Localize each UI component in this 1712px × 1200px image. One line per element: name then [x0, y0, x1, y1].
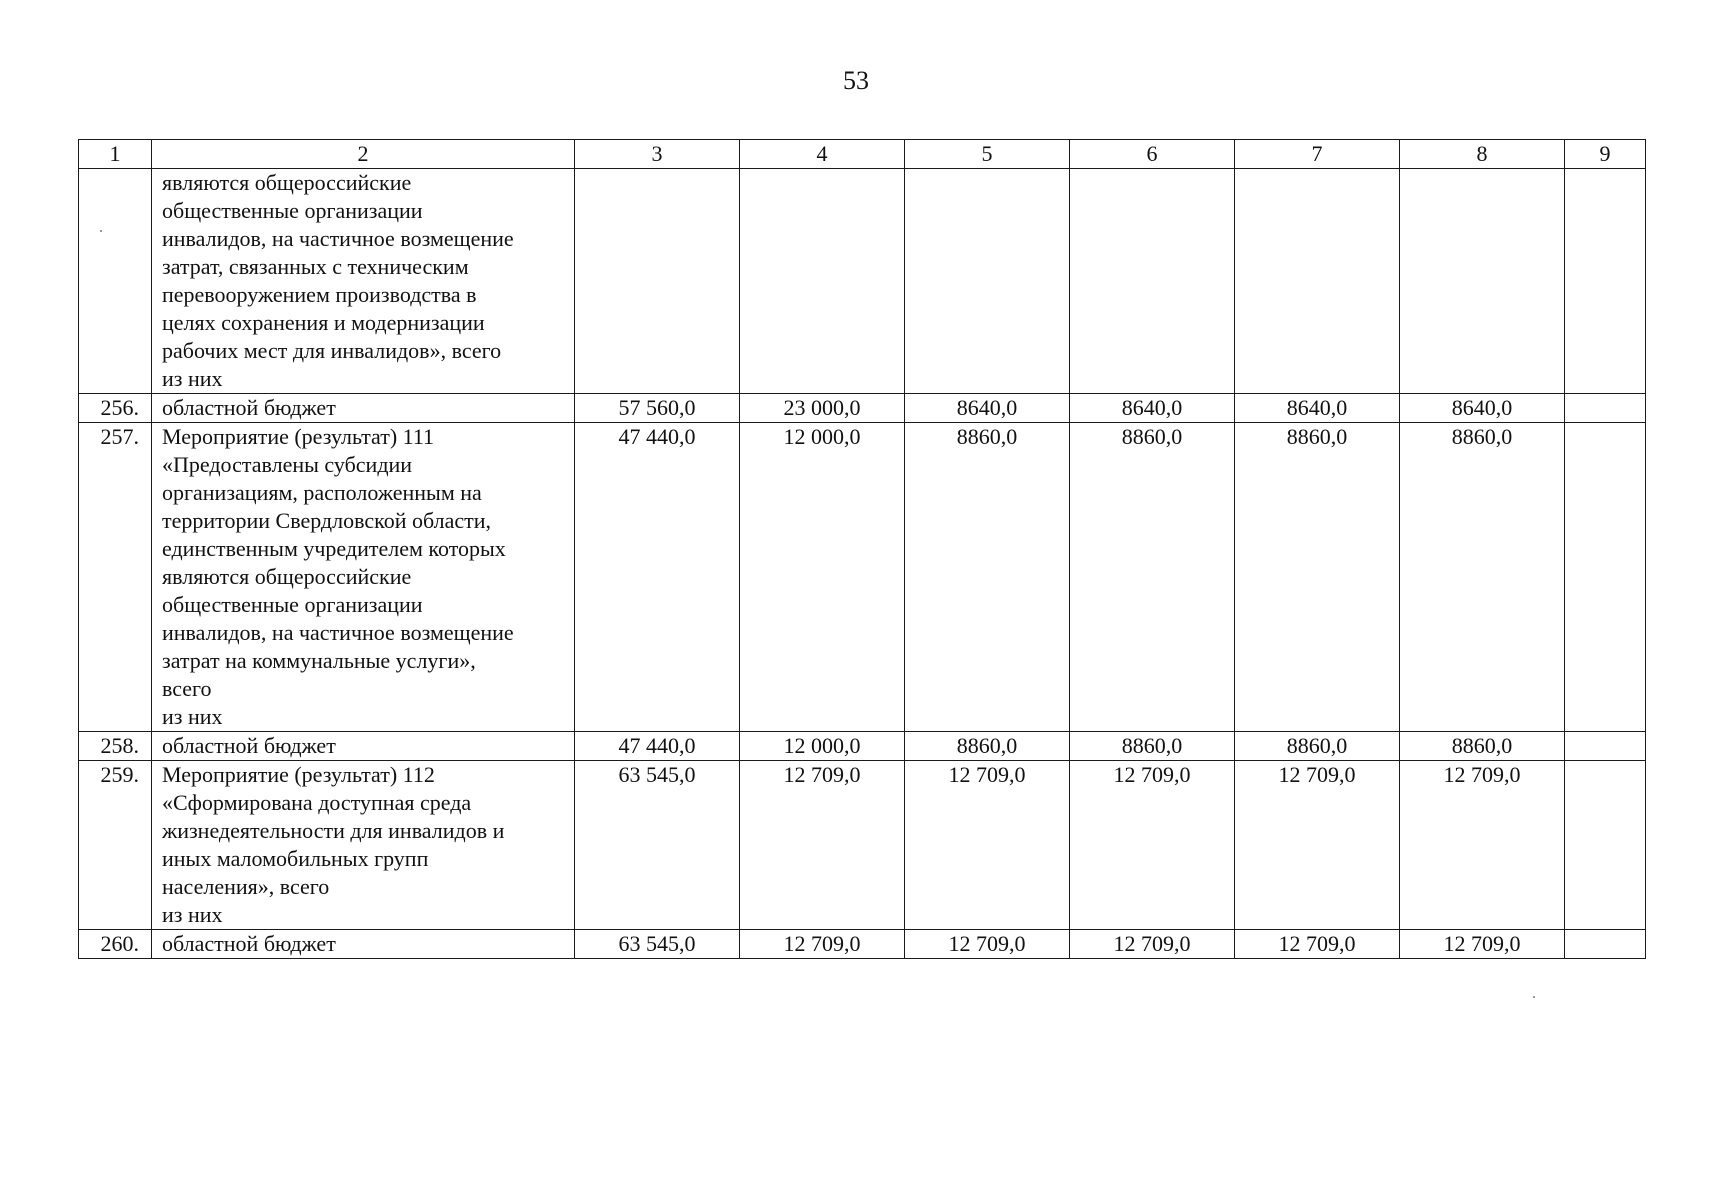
- row-value: [905, 169, 1070, 394]
- row-number: 257.: [79, 423, 152, 732]
- row-value: 8860,0: [1400, 423, 1565, 732]
- row-value: 12 000,0: [740, 423, 905, 732]
- row-value: 47 440,0: [575, 732, 740, 761]
- row-description: областной бюджет: [152, 394, 575, 423]
- row-value: [1400, 169, 1565, 394]
- row-value: 8860,0: [905, 423, 1070, 732]
- row-number: [79, 169, 152, 394]
- row-value: 12 709,0: [1070, 761, 1235, 930]
- row-value: [1565, 169, 1646, 394]
- row-value: 12 000,0: [740, 732, 905, 761]
- row-value: [1565, 930, 1646, 959]
- column-header: 8: [1400, 140, 1565, 169]
- row-number: 260.: [79, 930, 152, 959]
- row-value: 8860,0: [905, 732, 1070, 761]
- column-header: 1: [79, 140, 152, 169]
- row-description: являются общероссийские общественные организации инвалидов, на частичное возмещение затрат, связанных с техническим перевооружением производства в целях сохранения и модернизации рабочих мест для инвалидов», всего из них: [152, 169, 575, 394]
- table-row: [79, 930, 1646, 959]
- row-value: 12 709,0: [1235, 761, 1400, 930]
- row-value: 8640,0: [1400, 394, 1565, 423]
- row-value: [1070, 169, 1235, 394]
- row-value: 8860,0: [1070, 423, 1235, 732]
- row-description: областной бюджет: [152, 732, 575, 761]
- row-value: 8860,0: [1070, 732, 1235, 761]
- row-value: 12 709,0: [1070, 930, 1235, 959]
- column-header: 5: [905, 140, 1070, 169]
- table-row: [79, 761, 1646, 930]
- row-number: 258.: [79, 732, 152, 761]
- column-header: 6: [1070, 140, 1235, 169]
- column-header: 4: [740, 140, 905, 169]
- row-value: [1565, 732, 1646, 761]
- row-value: 12 709,0: [1400, 930, 1565, 959]
- row-value: [1565, 761, 1646, 930]
- column-header: 9: [1565, 140, 1646, 169]
- row-value: 12 709,0: [905, 761, 1070, 930]
- row-value: 63 545,0: [575, 761, 740, 930]
- row-value: 8640,0: [1070, 394, 1235, 423]
- row-value: 47 440,0: [575, 423, 740, 732]
- row-value: [575, 169, 740, 394]
- scan-speck: [1533, 996, 1535, 998]
- row-description: областной бюджет: [152, 930, 575, 959]
- row-value: 8860,0: [1235, 732, 1400, 761]
- row-value: 12 709,0: [1235, 930, 1400, 959]
- scan-speck: [100, 230, 102, 232]
- row-value: 57 560,0: [575, 394, 740, 423]
- row-value: 12 709,0: [905, 930, 1070, 959]
- row-number: 259.: [79, 761, 152, 930]
- budget-table: [78, 139, 1646, 959]
- table-row: [79, 169, 1646, 394]
- row-description: Мероприятие (результат) 112 «Сформирована доступная среда жизнедеятельности для инвалидов и иных маломобильных групп населения», всего из них: [152, 761, 575, 930]
- row-value: 12 709,0: [740, 761, 905, 930]
- row-value: [1565, 423, 1646, 732]
- row-description: Мероприятие (результат) 111 «Предоставлены субсидии организациям, расположенным на территории Свердловской области, единственным учредителем которых являются общероссийские общественные организации инвалидов, на частичное возмещение затрат на коммунальные услуги», всего из них: [152, 423, 575, 732]
- row-value: 8640,0: [905, 394, 1070, 423]
- row-value: 23 000,0: [740, 394, 905, 423]
- page-number: 53: [843, 66, 869, 95]
- column-header: 7: [1235, 140, 1400, 169]
- column-header: 3: [575, 140, 740, 169]
- row-value: [1565, 394, 1646, 423]
- row-value: 12 709,0: [1400, 761, 1565, 930]
- row-value: [1235, 169, 1400, 394]
- table-header-row: [79, 140, 1646, 169]
- row-value: 8860,0: [1400, 732, 1565, 761]
- table-row: [79, 423, 1646, 732]
- column-header: 2: [152, 140, 575, 169]
- row-value: 8640,0: [1235, 394, 1400, 423]
- row-number: 256.: [79, 394, 152, 423]
- row-value: 12 709,0: [740, 930, 905, 959]
- table-row: [79, 394, 1646, 423]
- table-row: [79, 732, 1646, 761]
- row-value: 63 545,0: [575, 930, 740, 959]
- row-value: 8860,0: [1235, 423, 1400, 732]
- row-value: [740, 169, 905, 394]
